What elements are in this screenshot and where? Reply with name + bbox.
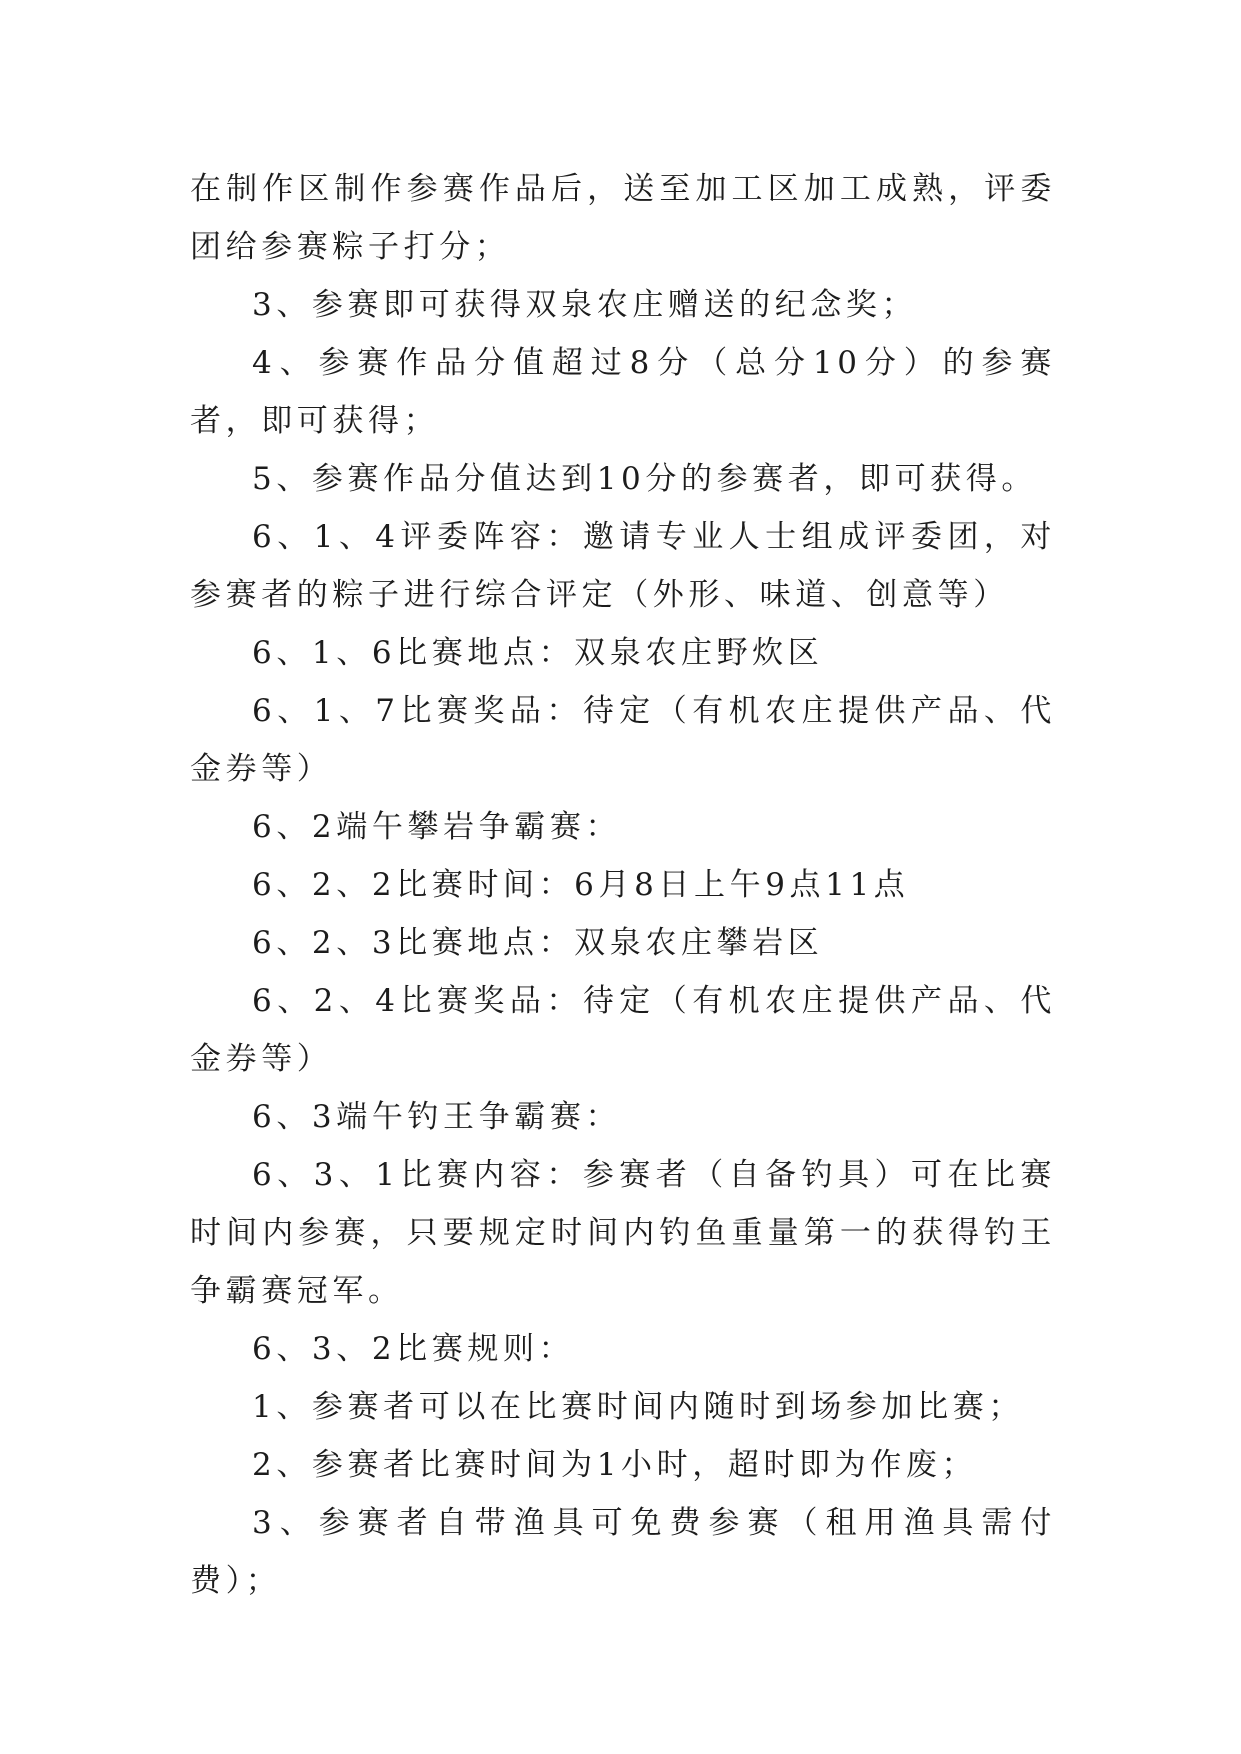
paragraph-8: 6、2端午攀岩争霸赛：	[252, 809, 622, 845]
paragraph-14: 6、3、2比赛规则：	[252, 1331, 575, 1367]
paragraph-1: 在制作区制作参赛作品后，送至加工区加工成熟，评委团给参赛粽子打分；	[190, 171, 1056, 265]
paragraph-17: 3、参赛者自带渔具可免费参赛（租用渔具需付费）；	[190, 1505, 1056, 1599]
paragraph-9: 6、2、2比赛时间：6月8日上午9点11点	[252, 867, 910, 903]
paragraph-11: 6、2、4比赛奖品：待定（有机农庄提供产品、代金券等）	[190, 983, 1056, 1077]
paragraph-16: 2、参赛者比赛时间为1小时，超时即为作废；	[252, 1447, 978, 1483]
paragraph-3: 4、参赛作品分值超过8分（总分10分）的参赛者，即可获得；	[190, 345, 1056, 439]
paragraph-5: 6、1、4评委阵容：邀请专业人士组成评委团，对参赛者的粽子进行综合评定（外形、味道、创意等）	[190, 519, 1056, 613]
paragraph-13: 6、3、1比赛内容：参赛者（自备钓具）可在比赛时间内参赛，只要规定时间内钓鱼重量第一的获得钓王争霸赛冠军。	[190, 1157, 1056, 1309]
document-body	[190, 160, 1056, 1610]
paragraph-7: 6、1、7比赛奖品：待定（有机农庄提供产品、代金券等）	[190, 693, 1056, 787]
paragraph-12: 6、3端午钓王争霸赛：	[252, 1099, 622, 1135]
paragraph-10: 6、2、3比赛地点：双泉农庄攀岩区	[252, 925, 824, 961]
paragraph-2: 3、参赛即可获得双泉农庄赠送的纪念奖；	[252, 287, 918, 323]
paragraph-6: 6、1、6比赛地点：双泉农庄野炊区	[252, 635, 824, 671]
paragraph-15: 1、参赛者可以在比赛时间内随时到场参加比赛；	[252, 1389, 1024, 1425]
paragraph-4: 5、参赛作品分值达到10分的参赛者，即可获得。	[252, 461, 1037, 497]
